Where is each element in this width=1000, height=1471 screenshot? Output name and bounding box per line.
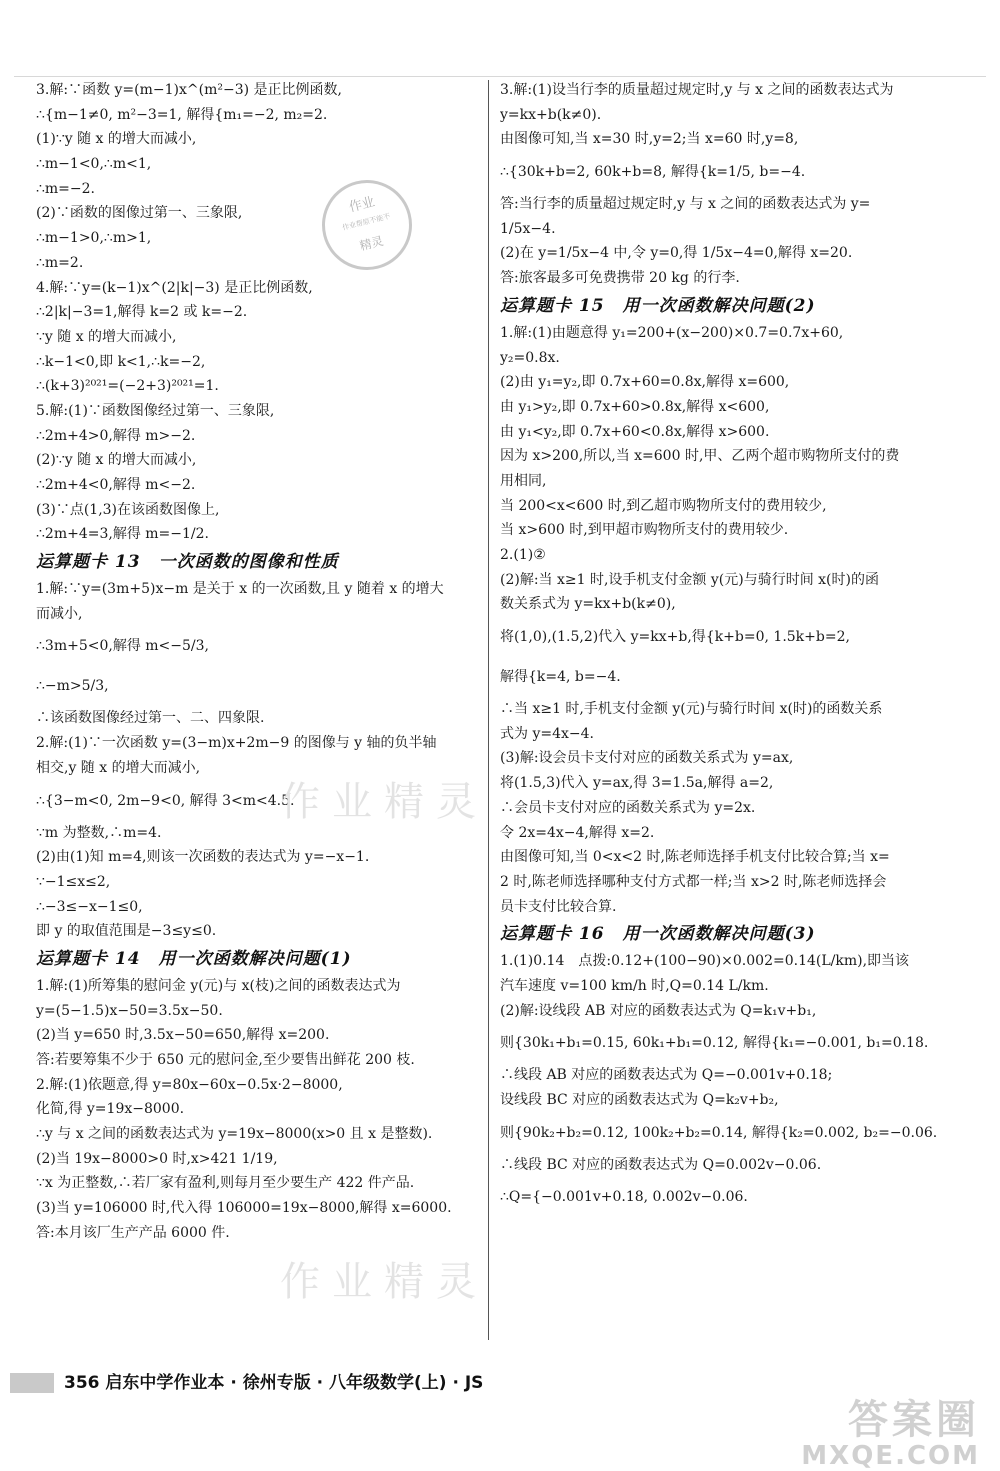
solution-line: ∴2m+4<0,解得 m<−2.: [36, 477, 196, 493]
solution-line: 令 2x=4x−4,解得 x=2.: [500, 824, 655, 841]
solution-line: 将(1,0),(1.5,2)代入 y=kx+b,得{k+b=0, 1.5k+b=2,: [500, 629, 850, 646]
solution-line: ∴3m+5<0,解得 m<−5/3,: [36, 638, 209, 655]
stamp-bottom-text: 精灵: [358, 233, 385, 254]
solution-line: 当 200<x<600 时,到乙超市购物所支付的费用较少,: [500, 497, 827, 514]
solution-line: 由图像可知,当 0<x<2 时,陈老师选择手机支付比较合算;当 x=: [500, 849, 890, 866]
section-heading: 运算题卡 16 用一次函数解决问题(3): [500, 924, 816, 945]
stamp-top-text: 作业: [347, 194, 377, 216]
solution-line: ∵−1≤x≤2,: [36, 873, 111, 890]
solution-line: ∴−3≤−x−1≤0,: [36, 898, 143, 915]
solution-line: ∴{m−1≠0, m²−3=1, 解得{m₁=−2, m₂=2.: [36, 106, 328, 123]
solution-line: ∴2|k|−3=1,解得 k=2 或 k=−2.: [36, 304, 248, 321]
solution-line: (2)由(1)知 m=4,则该一次函数的表达式为 y=−x−1.: [36, 849, 370, 866]
section-heading: 运算题卡 13 一次函数的图像和性质: [36, 552, 339, 573]
solution-line: 1.解:(1)由题意得 y₁=200+(x−200)×0.7=0.7x+60,: [500, 324, 844, 341]
solution-line: 2.解:(1)依题意,得 y=80x−60x−0.5x·2−8000,: [36, 1076, 343, 1093]
page-footer: [0, 1367, 1000, 1401]
solution-line: ∴线段 BC 对应的函数表达式为 Q=0.002v−0.06.: [500, 1156, 822, 1173]
logo-url-text: MXQE.COM: [801, 1441, 980, 1471]
solution-line: 4.解:∵y=(k−1)x^(2|k|−3) 是正比例函数,: [36, 279, 313, 296]
logo-main-text: 答案圈: [848, 1397, 980, 1443]
solution-line: y=kx+b(k≠0).: [500, 106, 602, 123]
solution-line: 由图像可知,当 x=30 时,y=2;当 x=60 时,y=8,: [500, 131, 799, 148]
solution-line: ∴会员卡支付对应的函数关系式为 y=2x.: [500, 799, 756, 816]
solution-line: 化简,得 y=19x−8000.: [36, 1101, 185, 1118]
solution-line: y=(5−1.5)x−50=3.5x−50.: [36, 1002, 223, 1019]
solution-line: 2.解:(1)∵一次函数 y=(3−m)x+2m−9 的图像与 y 轴的负半轴: [36, 735, 437, 752]
solution-line: (2)当 y=650 时,3.5x−50=650,解得 x=200.: [36, 1027, 330, 1044]
solution-line: ∴(k+3)²⁰²¹=(−2+3)²⁰²¹=1.: [36, 378, 219, 395]
solution-line: 则{30k₁+b₁=0.15, 60k₁+b₁=0.12, 解得{k₁=−0.001, b₁=0.18.: [500, 1035, 929, 1052]
left-column: [36, 78, 482, 1246]
solution-line: 汽车速度 v=100 km/h 时,Q=0.14 L/km.: [500, 977, 769, 994]
solution-line: (2)∵函数的图像过第一、三象限,: [36, 205, 243, 222]
stamp-middle-text: 作业帮原不能不: [341, 212, 392, 232]
solution-line: ∴k−1<0,即 k<1,∴k=−2,: [36, 353, 206, 370]
solution-line: (2)解:设线段 AB 对应的函数表达式为 Q=k₁v+b₁,: [500, 1002, 817, 1019]
solution-line: 即 y 的取值范围是−3≤y≤0.: [36, 923, 217, 940]
solution-line: ∴m−1>0,∴m>1,: [36, 230, 152, 247]
solution-line: 员卡支付比较合算.: [500, 898, 617, 915]
watermark: 作业精灵: [280, 1259, 488, 1305]
solution-line: (2)在 y=1/5x−4 中,令 y=0,得 1/5x−4=0,解得 x=20.: [500, 245, 853, 262]
column-divider: [488, 80, 489, 1340]
solution-line: (2)解:当 x≥1 时,设手机支付金额 y(元)与骑行时间 x(时)的函: [500, 571, 879, 588]
solution-line: ∴2m+4=3,解得 m=−1/2.: [36, 526, 209, 543]
site-logo: [801, 1398, 980, 1470]
solution-line: 由 y₁<y₂,即 0.7x+60<0.8x,解得 x>600.: [500, 423, 770, 440]
solution-line: (3)当 y=106000 时,代入得 106000=19x−8000,解得 x=6000.: [36, 1200, 452, 1217]
solution-line: 数关系式为 y=kx+b(k≠0),: [500, 596, 676, 613]
solution-line: ∴m−1<0,∴m<1,: [36, 156, 152, 173]
solution-line: (3)解:设会员卡支付对应的函数关系式为 y=ax,: [500, 750, 794, 767]
solution-line: 相交,y 随 x 的增大而减小,: [36, 759, 201, 776]
solution-line: ∴m=−2.: [36, 180, 96, 197]
section-heading: 运算题卡 14 用一次函数解决问题(1): [36, 948, 352, 969]
solution-line: ∵x 为正整数,∴若厂家有盈利,则每月至少要生产 422 件产品.: [36, 1175, 415, 1192]
solution-line: ∴−m>5/3,: [36, 678, 109, 695]
solution-line: 答:若要筹集不少于 650 元的慰问金,至少要售出鲜花 200 枝.: [36, 1052, 415, 1068]
solution-line: 则{90k₂+b₂=0.12, 100k₂+b₂=0.14, 解得{k₂=0.002, b₂=−0.06.: [500, 1124, 938, 1141]
solution-line: 而减小,: [36, 605, 83, 622]
solution-line: 答:当行李的质量超过规定时,y 与 x 之间的函数表达式为 y=: [500, 196, 871, 213]
section-heading: 运算题卡 15 用一次函数解决问题(2): [500, 295, 816, 316]
solution-line: ∴当 x≥1 时,手机支付金额 y(元)与骑行时间 x(时)的函数关系: [500, 701, 883, 718]
solution-line: 因为 x>200,所以,当 x=600 时,甲、乙两个超市购物所支付的费: [500, 448, 900, 465]
solution-line: 解得{k=4, b=−4.: [500, 669, 621, 686]
solution-line: (1)∵y 随 x 的增大而减小,: [36, 131, 197, 148]
solution-line: ∴线段 AB 对应的函数表达式为 Q=−0.001v+0.18;: [500, 1067, 833, 1084]
footer-bar: [10, 1373, 54, 1393]
solution-line: ∴{3−m<0, 2m−9<0, 解得 3<m<4.5.: [36, 792, 295, 809]
solution-line: ∴y 与 x 之间的函数表达式为 y=19x−8000(x>0 且 x 是整数).: [36, 1126, 433, 1143]
solution-line: 1/5x−4.: [500, 220, 556, 237]
solution-line: (2)∵y 随 x 的增大而减小,: [36, 452, 197, 469]
solution-line: (3)∵点(1,3)在该函数图像上,: [36, 501, 220, 518]
solution-line: y₂=0.8x.: [500, 349, 560, 366]
solution-line: ∴该函数图像经过第一、二、四象限.: [36, 710, 265, 727]
watermark: 作业精灵: [280, 779, 488, 825]
solution-line: ∵y 随 x 的增大而减小,: [36, 328, 177, 345]
solution-line: 用相同,: [500, 472, 547, 489]
solution-line: 当 x>600 时,到甲超市购物所支付的费用较少.: [500, 522, 789, 539]
solution-line: (2)由 y₁=y₂,即 0.7x+60=0.8x,解得 x=600,: [500, 374, 790, 391]
solution-line: 1.(1)0.14 点拨:0.12+(100−90)×0.002=0.14(L/km),即当该: [500, 953, 910, 970]
right-column: [500, 78, 980, 1217]
solution-line: ∴m=2.: [36, 254, 84, 271]
solution-line: 3.解:(1)设当行李的质量超过规定时,y 与 x 之间的函数表达式为: [500, 82, 894, 98]
solution-line: 2 时,陈老师选择哪种支付方式都一样;当 x>2 时,陈老师选择会: [500, 873, 887, 890]
footer-text: 356 启东中学作业本 · 徐州专版 · 八年级数学(上) · JS: [64, 1373, 484, 1393]
solution-line: ∴Q={−0.001v+0.18, 0.002v−0.06.: [500, 1189, 748, 1206]
solution-line: 1.解:(1)所筹集的慰问金 y(元)与 x(枝)之间的函数表达式为: [36, 977, 401, 994]
solution-line: (2)当 19x−8000>0 时,x>421 1/19,: [36, 1150, 278, 1167]
solution-line: 由 y₁>y₂,即 0.7x+60>0.8x,解得 x<600,: [500, 398, 770, 415]
solution-line: 2.(1)②: [500, 547, 546, 563]
solution-line: 答:本月该厂生产产品 6000 件.: [36, 1224, 230, 1241]
solution-line: ∵m 为整数,∴m=4.: [36, 824, 162, 841]
solution-line: 式为 y=4x−4.: [500, 725, 594, 742]
solution-line: 将(1.5,3)代入 y=ax,得 3=1.5a,解得 a=2,: [500, 775, 774, 792]
solution-line: 设线段 BC 对应的函数表达式为 Q=k₂v+b₂,: [500, 1092, 779, 1108]
solution-line: 答:旅客最多可免费携带 20 kg 的行李.: [500, 270, 740, 287]
solution-line: ∴{30k+b=2, 60k+b=8, 解得{k=1/5, b=−4.: [500, 164, 806, 181]
solution-line: 3.解:∵函数 y=(m−1)x^(m²−3) 是正比例函数,: [36, 82, 342, 98]
top-rule: [14, 76, 986, 77]
solution-line: 1.解:∵y=(3m+5)x−m 是关于 x 的一次函数,且 y 随着 x 的增大: [36, 581, 444, 598]
solution-line: ∴2m+4>0,解得 m>−2.: [36, 427, 196, 444]
solution-line: 5.解:(1)∵函数图像经过第一、三象限,: [36, 402, 275, 419]
